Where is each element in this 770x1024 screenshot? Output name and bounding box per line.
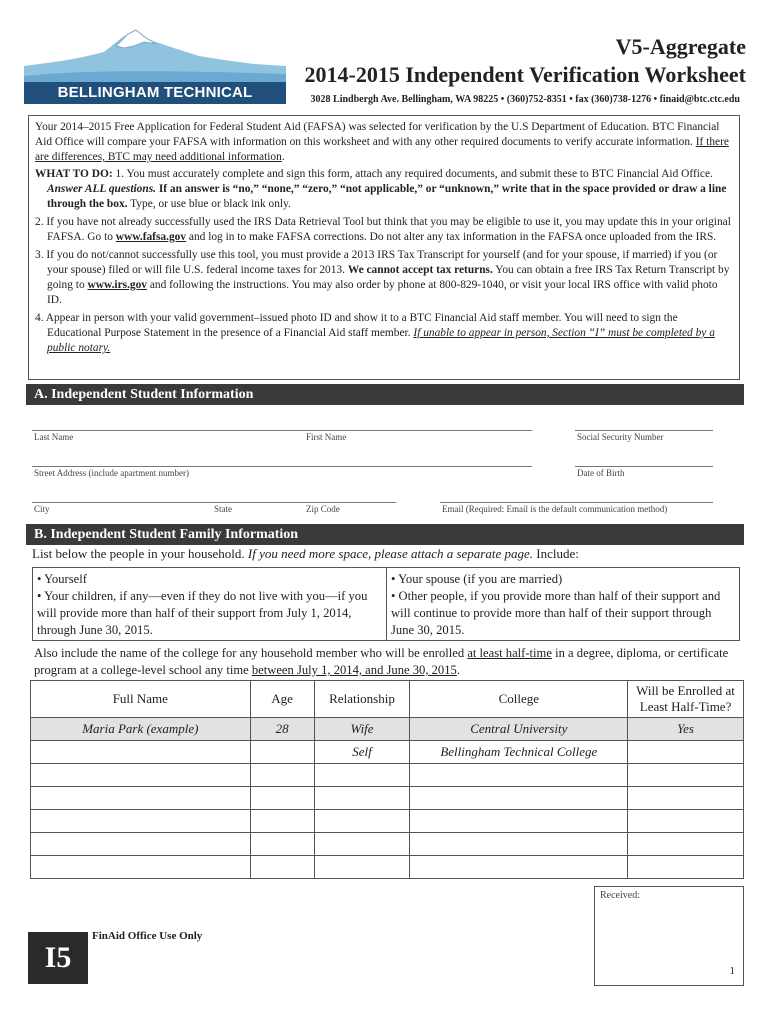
cell-age[interactable] xyxy=(250,764,314,787)
criteria-divider xyxy=(386,568,387,640)
cell-relationship[interactable]: Self xyxy=(314,741,410,764)
cell-age: 28 xyxy=(250,718,314,741)
cell-full-name[interactable] xyxy=(31,833,251,856)
cell-college: Central University xyxy=(410,718,628,741)
office-use-label: FinAid Office Use Only xyxy=(92,930,203,942)
household-criteria-box xyxy=(32,567,740,641)
cell-age[interactable] xyxy=(250,833,314,856)
cell-relationship[interactable] xyxy=(314,833,410,856)
received-label: Received: xyxy=(600,890,640,901)
city-state-zip-field[interactable] xyxy=(32,502,396,503)
cell-college[interactable] xyxy=(410,787,628,810)
section-badge: I5 xyxy=(28,932,88,984)
instruction-2: 2. If you have not already successfully used the IRS Data Retrieval Tool but think that you may be eligible to use it, you may update this in your original FAFSA. Go to www.fafsa.gov and log in to make FAFSA corrections. Do not alter any tax information in the FAFSA once uploaded from the IRS. xyxy=(35,216,731,243)
cell-enrolled[interactable] xyxy=(628,764,744,787)
instruction-1: WHAT TO DO: 1. You must accurately complete and sign this form, attach any required documents, and submit these to BTC Financial Aid Office. Answer ALL questions. If an answer is “no,” “none,” “zero,” “not applicable,” or “unknown,” write that in the space provided or draw a line through the box. Type, or use blue or black ink only. xyxy=(35,168,727,210)
cell-enrolled[interactable] xyxy=(628,787,744,810)
cell-relationship[interactable] xyxy=(314,856,410,879)
cell-full-name[interactable] xyxy=(31,787,251,810)
table-row xyxy=(31,787,744,810)
page-number: 1 xyxy=(729,965,735,977)
household-instructions: List below the people in your household. If you need more space, please attach a separate page. Include: xyxy=(32,546,579,561)
cell-enrolled[interactable] xyxy=(628,810,744,833)
street-address-label: Street Address (include apartment number) xyxy=(34,468,189,478)
cell-full-name[interactable] xyxy=(31,856,251,879)
college-logo xyxy=(24,26,286,123)
email-field[interactable] xyxy=(440,502,713,503)
cell-relationship[interactable] xyxy=(314,787,410,810)
table-row xyxy=(31,810,744,833)
col-header-relationship: Relationship xyxy=(314,681,410,718)
cell-enrolled: Yes xyxy=(628,718,744,741)
cell-relationship[interactable] xyxy=(314,810,410,833)
cell-full-name[interactable] xyxy=(31,741,251,764)
street-address-field[interactable] xyxy=(32,466,532,467)
fafsa-link[interactable]: www.fafsa.gov xyxy=(115,231,187,243)
irs-link[interactable]: www.irs.gov xyxy=(87,279,147,291)
college-name-banner: BELLINGHAM TECHNICAL COLLEGE xyxy=(24,82,286,104)
instructions-box xyxy=(28,115,740,380)
page-title: 2014-2015 Independent Verification Worksheet xyxy=(304,62,746,87)
college-address: 3028 Lindbergh Ave. Bellingham, WA 98225 • (360)752-8351 • fax (360)738-1276 • finaid@btc.ctc.edu xyxy=(310,94,740,105)
date-of-birth-label: Date of Birth xyxy=(577,468,625,478)
table-row xyxy=(31,856,744,879)
last-first-name-field[interactable] xyxy=(32,430,532,431)
cell-college[interactable] xyxy=(410,833,628,856)
cell-college[interactable] xyxy=(410,856,628,879)
cell-age[interactable] xyxy=(250,810,314,833)
mountain-logo-icon xyxy=(24,26,286,84)
cell-age[interactable] xyxy=(250,741,314,764)
ssn-label: Social Security Number xyxy=(577,432,664,442)
cell-enrolled[interactable] xyxy=(628,741,744,764)
city-label: City xyxy=(34,504,50,514)
instruction-3: 3. If you do not/cannot successfully use this tool, you must provide a 2013 IRS Tax Transcript for yourself (and for your spouse, if married) if you (or your spouse) filed or will file U.S. federal income taxes for 2013. We cannot accept tax returns. You can obtain a free IRS Tax Return Transcript by going to www.irs.gov and following the instructions. You may also order by phone at 800-829-1040, or visit your local IRS office with valid photo ID. xyxy=(35,249,730,306)
cell-college[interactable]: Bellingham Technical College xyxy=(410,741,628,764)
last-name-label: Last Name xyxy=(34,432,74,442)
cell-age[interactable] xyxy=(250,856,314,879)
received-stamp-box xyxy=(594,886,744,986)
table-row xyxy=(31,741,744,764)
col-header-college: College xyxy=(410,681,628,718)
date-of-birth-field[interactable] xyxy=(575,466,713,467)
college-enrollment-instructions: Also include the name of the college for any household member who will be enrolled at least half-time in a degree, diploma, or certificate program at a college-level school any time between July 1, 2014, and June 30, 2015. xyxy=(34,646,729,677)
cell-full-name: Maria Park (example) xyxy=(31,718,251,741)
household-criteria-right: • Your spouse (if you are married) • Other people, if you provide more than half of their support and will continue to provide more than half of their support through June 30, 2015. xyxy=(391,572,721,637)
cell-full-name[interactable] xyxy=(31,764,251,787)
col-header-enrolled-half-time: Will be Enrolled at Least Half-Time? xyxy=(628,681,744,718)
cell-relationship: Wife xyxy=(314,718,410,741)
col-header-age: Age xyxy=(250,681,314,718)
intro-paragraph: Your 2014–2015 Free Application for Federal Student Aid (FAFSA) was selected for verification by the U.S Department of Education. BTC Financial Aid Office will compare your FAFSA with information on this worksheet and with any other required documents to verify accurate information. If there are differences, BTC may need additional information. xyxy=(35,121,729,163)
table-row xyxy=(31,833,744,856)
first-name-label: First Name xyxy=(306,432,347,442)
ssn-field[interactable] xyxy=(575,430,713,431)
zip-code-label: Zip Code xyxy=(306,504,340,514)
cell-enrolled[interactable] xyxy=(628,833,744,856)
cell-college[interactable] xyxy=(410,810,628,833)
state-label: State xyxy=(214,504,232,514)
household-criteria-left: • Yourself • Your children, if any—even if they do not live with you—if you will provide more than half of their support from July 1, 2014, through June 30, 2015. xyxy=(37,572,368,637)
table-row xyxy=(31,764,744,787)
cell-enrolled[interactable] xyxy=(628,856,744,879)
section-b-header: B. Independent Student Family Information xyxy=(26,524,744,545)
household-table xyxy=(30,680,744,879)
form-code: V5-Aggregate xyxy=(615,34,746,59)
col-header-full-name: Full Name xyxy=(31,681,251,718)
cell-age[interactable] xyxy=(250,787,314,810)
section-a-header: A. Independent Student Information xyxy=(26,384,744,405)
instruction-4: 4. Appear in person with your valid government–issued photo ID and show it to a BTC Financial Aid staff member. You will need to sign the Educational Purpose Statement in the presence of a Financial Aid staff member. If unable to appear in person, Section “I” must be completed by a public notary. xyxy=(35,312,715,354)
cell-full-name[interactable] xyxy=(31,810,251,833)
cell-college[interactable] xyxy=(410,764,628,787)
table-row-example xyxy=(31,718,744,741)
cell-relationship[interactable] xyxy=(314,764,410,787)
email-label: Email (Required: Email is the default communication method) xyxy=(442,504,668,514)
